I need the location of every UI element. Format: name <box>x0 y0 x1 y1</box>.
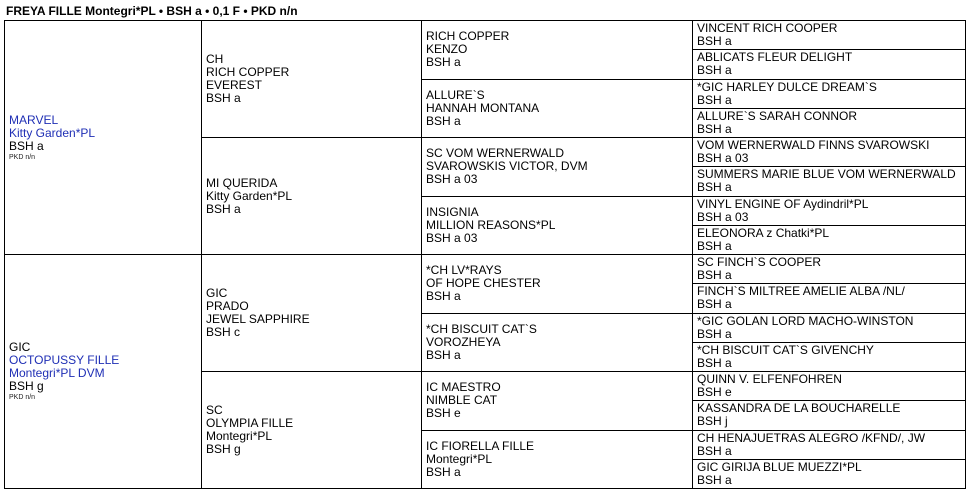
ancestor-breed: BSH a <box>697 180 732 195</box>
ssd-line: ALLURE`S <box>426 87 485 102</box>
ancestor-name: ALLURE`S SARAH CONNOR <box>697 108 858 123</box>
pedigree-sdd <box>422 196 693 255</box>
sdd-line: BSH a 03 <box>426 230 478 245</box>
ancestor-name: *GIC GOLAN LORD MACHO-WINSTON <box>697 313 914 328</box>
ancestor-name: *CH BISCUIT CAT`S GIVENCHY <box>697 342 874 357</box>
ss-line: RICH COPPER <box>206 65 290 79</box>
ancestor-name: SUMMERS MARIE BLUE VOM WERNERWALD <box>697 167 956 182</box>
ancestor-name: FINCH`S MILTREE AMELIE ALBA /NL/ <box>697 284 905 299</box>
pedigree-sds <box>422 138 693 197</box>
ancestor-name: VINCENT RICH COOPER <box>697 21 838 36</box>
pedigree-dssd <box>693 284 966 313</box>
pedigree-dam <box>5 255 202 489</box>
ds-line: JEWEL SAPPHIRE <box>206 312 310 326</box>
sss-line: BSH a <box>426 55 461 70</box>
sire-pkd: PKD n/n <box>9 153 36 161</box>
dd-line: OLYMPIA FILLE <box>206 416 294 430</box>
ancestor-name: SC FINCH`S COOPER <box>697 255 822 270</box>
pedigree-dss <box>422 255 693 314</box>
ddd-line: Montegri*PL <box>426 451 493 466</box>
ancestor-breed: BSH a <box>697 355 732 370</box>
ancestor-breed: BSH a 03 <box>697 209 749 224</box>
ancestor-breed: BSH e <box>697 385 732 400</box>
pedigree-ddss <box>693 372 966 401</box>
dss-line: OF HOPE CHESTER <box>426 276 541 291</box>
pedigree-sd <box>202 138 422 255</box>
pedigree-ss <box>202 21 422 138</box>
pedigree-sdss <box>693 138 966 167</box>
sire-breed: BSH a <box>9 138 44 153</box>
pedigree-ssd <box>422 79 693 138</box>
ancestor-name: GIC GIRIJA BLUE MUEZZI*PL <box>697 459 862 474</box>
ancestor-breed: BSH a <box>697 297 732 312</box>
ancestor-breed: BSH a 03 <box>697 151 749 166</box>
pedigree-ddd <box>422 430 693 489</box>
dss-line: BSH a <box>426 289 461 304</box>
pedigree-dsdd <box>693 342 966 371</box>
sd-line: BSH a <box>206 201 241 216</box>
pedigree-sdds <box>693 196 966 225</box>
ddd-line: IC FIORELLA FILLE <box>426 438 535 453</box>
pedigree-ssss <box>693 21 966 50</box>
dds-line: IC MAESTRO <box>426 380 501 395</box>
ancestor-name: VOM WERNERWALD FINNS SVAROWSKI <box>697 138 930 153</box>
ancestor-name: *GIC HARLEY DULCE DREAM`S <box>697 79 877 94</box>
sds-line: BSH a 03 <box>426 172 478 187</box>
pedigree-table <box>4 20 966 489</box>
page-title: FREYA FILLE Montegri*PL • BSH a • 0,1 F • PKD n/n <box>6 4 298 18</box>
sd-line: MI QUERIDA <box>206 175 278 190</box>
pedigree-dsd <box>422 313 693 372</box>
ss-line: BSH a <box>206 91 241 105</box>
pedigree-sss <box>422 21 693 80</box>
ds-line: PRADO <box>206 299 249 313</box>
dam-name: OCTOPUSSY FILLE <box>9 353 120 367</box>
dds-line: BSH e <box>426 406 461 421</box>
dsd-line: *CH BISCUIT CAT`S <box>426 321 537 336</box>
ancestor-name: VINYL ENGINE OF Aydindril*PL <box>697 196 869 211</box>
dsd-line: BSH a <box>426 347 461 362</box>
sdd-line: INSIGNIA <box>426 204 479 219</box>
dam-cattery: Montegri*PL DVM <box>9 366 105 380</box>
dd-line: BSH g <box>206 442 241 456</box>
ss-line: CH <box>206 52 224 66</box>
pedigree-dsss <box>693 255 966 284</box>
dd-line: Montegri*PL <box>206 429 273 443</box>
ssd-line: BSH a <box>426 113 461 128</box>
ancestor-breed: BSH a <box>697 268 732 283</box>
ancestor-name: QUINN V. ELFENFOHREN <box>697 372 842 387</box>
sire-name: MARVEL <box>9 112 59 127</box>
pedigree-sssd <box>693 50 966 79</box>
ds-line: BSH c <box>206 325 241 339</box>
pedigree-sdsd <box>693 167 966 196</box>
ancestor-name: KASSANDRA DE LA BOUCHARELLE <box>697 401 901 416</box>
dds-line: NIMBLE CAT <box>426 393 498 408</box>
sd-line: Kitty Garden*PL <box>206 188 293 203</box>
ancestor-breed: BSH a <box>697 472 732 487</box>
dam-prefix: GIC <box>9 340 31 354</box>
pedigree-sddd <box>693 225 966 254</box>
ancestor-breed: BSH a <box>697 92 732 107</box>
ancestor-name: ABLICATS FLEUR DELIGHT <box>697 50 853 65</box>
dss-line: *CH LV*RAYS <box>426 263 502 278</box>
dsd-line: VOROZHEYA <box>426 334 501 349</box>
ancestor-name: ELEONORA z Chatki*PL <box>697 225 830 240</box>
ancestor-breed: BSH a <box>697 121 732 136</box>
ancestor-name: CH HENAJUETRAS ALEGRO /KFND/, JW <box>697 430 926 445</box>
ss-line: EVEREST <box>206 78 263 92</box>
pedigree-dsds <box>693 313 966 342</box>
sdd-line: MILLION REASONS*PL <box>426 217 556 232</box>
sds-line: SC VOM WERNERWALD <box>426 146 565 161</box>
sire-cattery: Kitty Garden*PL <box>9 125 96 140</box>
ancestor-breed: BSH a <box>697 238 732 253</box>
ddd-line: BSH a <box>426 464 461 479</box>
sss-line: KENZO <box>426 42 468 57</box>
ancestor-breed: BSH a <box>697 34 732 49</box>
ancestor-breed: BSH a <box>697 326 732 341</box>
pedigree-ddds <box>693 430 966 459</box>
sds-line: SVAROWSKIS VICTOR, DVM <box>426 159 588 174</box>
pedigree-ssds <box>693 79 966 108</box>
pedigree-ds <box>202 255 422 372</box>
dam-pkd: PKD n/n <box>9 394 36 401</box>
pedigree-dd <box>202 372 422 489</box>
ancestor-breed: BSH j <box>697 414 728 429</box>
ssd-line: HANNAH MONTANA <box>426 100 540 115</box>
ds-line: GIC <box>206 286 228 300</box>
dam-breed: BSH g <box>9 379 44 393</box>
sss-line: RICH COPPER <box>426 29 510 44</box>
pedigree-ssdd <box>693 108 966 137</box>
ancestor-breed: BSH a <box>697 63 732 78</box>
pedigree-sire <box>5 21 202 255</box>
pedigree-ddsd <box>693 401 966 430</box>
pedigree-dds <box>422 372 693 431</box>
ancestor-breed: BSH a <box>697 443 732 458</box>
pedigree-dddd <box>693 459 966 488</box>
dd-line: SC <box>206 403 223 417</box>
